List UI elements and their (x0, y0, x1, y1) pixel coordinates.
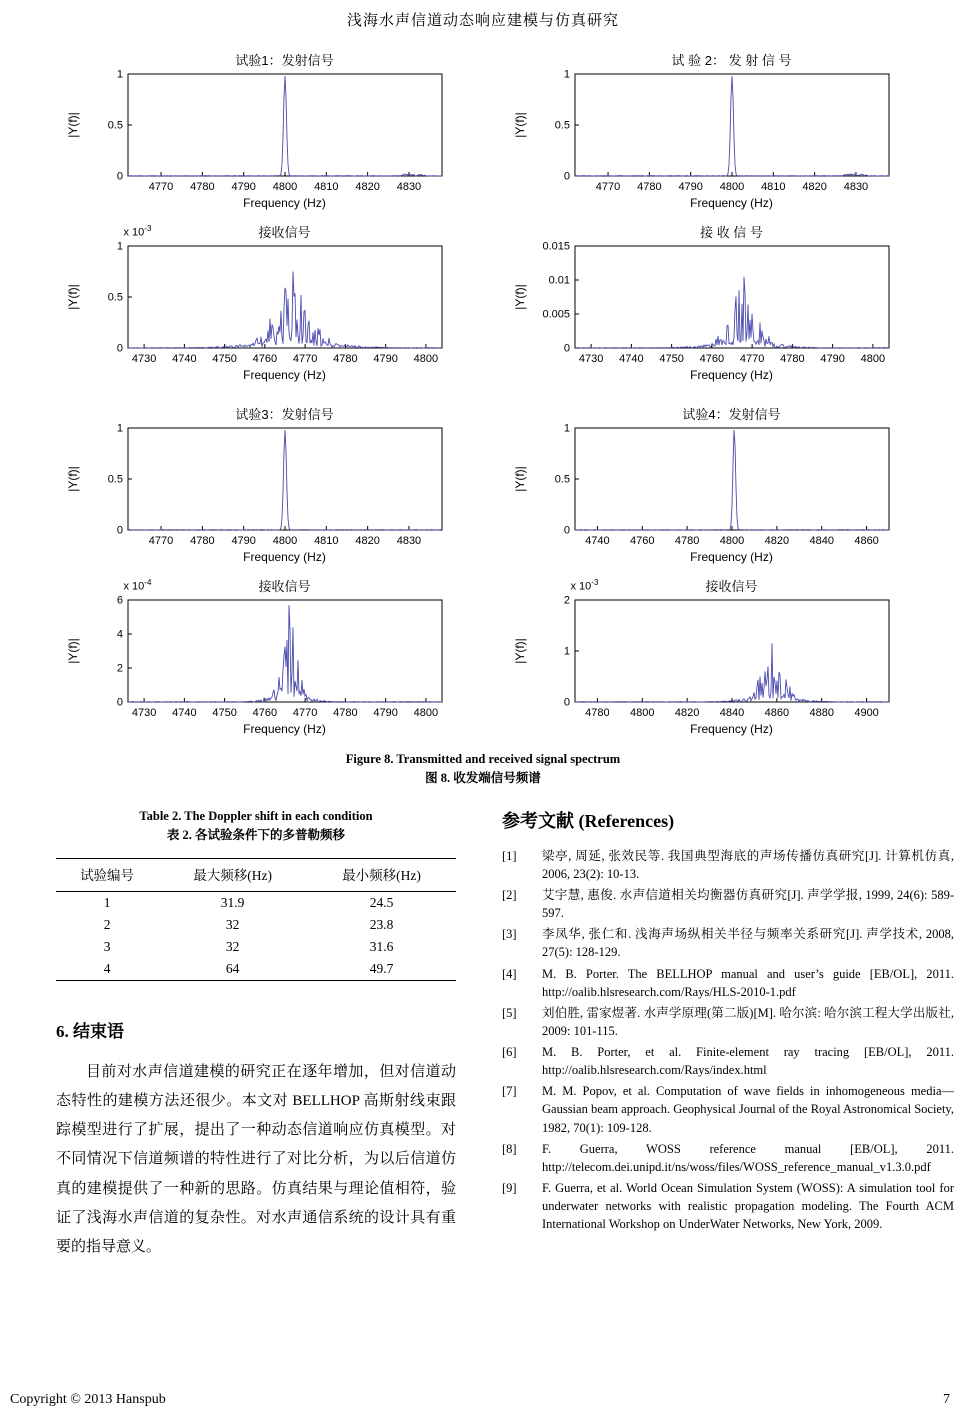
reference-text: M. M. Popov, et al. Computation of wave fields in inhomogeneous media—Gaussian beam approach. Geophysical Journal of the Royal Astronomical Society, 1982, 70(1): 109-128. (542, 1084, 954, 1135)
references-heading: 参考文献 (References) (502, 810, 675, 831)
y-axis-exponent-label: x $10^{-3}$ (123, 224, 152, 239)
chart-exp2-received (513, 222, 901, 382)
svg-text:4740: 4740 (171, 707, 197, 719)
reference-item (502, 1179, 954, 1233)
x-axis-label: Frequency (Hz) (243, 196, 326, 210)
reference-item (502, 847, 954, 883)
table-cell: 2 (103, 916, 111, 932)
experiment-4-pair (503, 404, 910, 736)
svg-text:4820: 4820 (354, 181, 380, 193)
svg-text:4780: 4780 (584, 707, 610, 719)
table-row (56, 914, 456, 936)
reference-text: F. Guerra, et al. World Ocean Simulation System (WOSS): A simulation tool for underwater networks with realistic propagation modeling. The Fourth ACM International Workshop on UnderWater Networks, New York, 2009. (542, 1180, 954, 1232)
table-cell: 1 (103, 894, 111, 910)
reference-item (502, 1140, 954, 1176)
table-cell: 64 (225, 960, 240, 976)
table-row (56, 958, 456, 981)
x-axis-label: Frequency (Hz) (690, 368, 773, 382)
svg-text:1: 1 (563, 645, 570, 658)
svg-text:4780: 4780 (636, 181, 662, 193)
svg-text:|Y(f)|: |Y(f)| (512, 638, 527, 664)
svg-text:4790: 4790 (372, 707, 398, 719)
svg-text:0.5: 0.5 (107, 291, 123, 304)
reference-text: 李凤华, 张仁和. 浅海声场纵相关半径与频率关系研究[J]. 声学技术, 2008, 27(5): 128-129. (542, 927, 954, 960)
svg-text:|Y(f)|: |Y(f)| (65, 284, 80, 310)
table-cell: 4 (103, 960, 111, 976)
svg-text:0: 0 (116, 524, 123, 537)
svg-text:|Y(f)|: |Y(f)| (512, 112, 527, 138)
svg-text:4760: 4760 (629, 535, 655, 547)
svg-text:4800: 4800 (719, 181, 744, 193)
references-list (502, 847, 954, 1234)
svg-text:4790: 4790 (230, 535, 256, 547)
svg-text:4840: 4840 (808, 535, 834, 547)
svg-text:4840: 4840 (719, 707, 744, 719)
reference-number: [3] (502, 927, 517, 942)
chart-title: 接 收 信 号 (700, 225, 763, 240)
page-header-title: 浅海水声信道动态响应建模与仿真研究 (346, 13, 619, 29)
svg-text:1: 1 (116, 422, 123, 435)
chart-title: 试验4：发射信号 (682, 407, 781, 422)
svg-text:4740: 4740 (584, 535, 610, 547)
svg-text:4790: 4790 (372, 353, 398, 365)
table-cell: 3 (103, 938, 111, 954)
table-row (56, 936, 456, 958)
svg-text:4830: 4830 (843, 181, 868, 193)
chart-title: 试验3：发射信号 (235, 407, 334, 422)
figure-caption (0, 750, 966, 789)
svg-text:4800: 4800 (860, 353, 885, 365)
svg-text:4790: 4790 (230, 181, 256, 193)
svg-text:4770: 4770 (739, 353, 764, 365)
experiment-3-pair (56, 404, 463, 736)
svg-text:0: 0 (116, 170, 123, 183)
svg-text:4800: 4800 (413, 707, 438, 719)
reference-item (502, 1043, 954, 1079)
svg-text:4820: 4820 (764, 535, 789, 547)
spectrum-plot (66, 240, 454, 370)
svg-text:4800: 4800 (272, 535, 297, 547)
svg-text:0.5: 0.5 (107, 473, 123, 486)
reference-item (502, 925, 954, 961)
x-axis-label: Frequency (Hz) (690, 722, 773, 736)
reference-text: M. B. Porter, et al. Finite-element ray tracing [EB/OL], 2011. http://oalib.hlsresearch.com/Rays/index.html (542, 1045, 954, 1078)
svg-text:0.5: 0.5 (554, 119, 570, 132)
table-row (56, 891, 456, 914)
svg-text:4900: 4900 (853, 707, 879, 719)
svg-text:4730: 4730 (131, 353, 156, 365)
svg-text:1: 1 (563, 68, 570, 81)
svg-text:|Y(f)|: |Y(f)| (65, 466, 80, 492)
x-axis-label: Frequency (Hz) (690, 196, 773, 210)
footer-copyright: Copyright © 2013 Hanspub (10, 1392, 166, 1407)
page-footer (0, 1392, 966, 1408)
table-cell: 32 (225, 916, 240, 932)
svg-text:4810: 4810 (313, 181, 339, 193)
svg-text:4800: 4800 (272, 181, 297, 193)
svg-text:4770: 4770 (292, 353, 317, 365)
svg-text:4830: 4830 (396, 181, 421, 193)
svg-text:0: 0 (563, 342, 570, 355)
chart-title: 试 验 2： 发 射 信 号 (671, 53, 792, 68)
svg-text:4810: 4810 (760, 181, 786, 193)
x-axis-label: Frequency (Hz) (243, 722, 326, 736)
chart-exp1-transmitted (66, 50, 454, 210)
svg-text:4880: 4880 (808, 707, 834, 719)
chart-exp2-transmitted (513, 50, 901, 210)
svg-text:4800: 4800 (413, 353, 438, 365)
svg-text:4780: 4780 (779, 353, 805, 365)
table-caption-en: Table 2. The Doppler shift in each condition (139, 808, 373, 823)
svg-text:4750: 4750 (211, 353, 237, 365)
svg-text:0: 0 (563, 524, 570, 537)
chart-title: 接收信号 (258, 579, 311, 594)
reference-number: [7] (502, 1084, 517, 1099)
chart-exp4-transmitted (513, 404, 901, 564)
svg-text:|Y(f)|: |Y(f)| (512, 466, 527, 492)
doppler-table-body (56, 891, 456, 980)
table-cell: 24.5 (369, 894, 394, 910)
svg-text:0: 0 (563, 170, 570, 183)
svg-text:0.5: 0.5 (554, 473, 570, 486)
reference-text: M. B. Porter. The BELLHOP manual and user’s guide [EB/OL], 2011. http://oalib.hlsresearch.com/Rays/HLS-2010-1.pdf (542, 966, 954, 999)
svg-text:4790: 4790 (677, 181, 703, 193)
reference-number: [8] (502, 1141, 517, 1156)
chart-exp1-received (66, 222, 454, 382)
svg-text:4810: 4810 (313, 535, 339, 547)
footer-page-number: 7 (943, 1392, 950, 1407)
reference-number: [9] (502, 1180, 517, 1195)
svg-text:0.015: 0.015 (541, 240, 570, 253)
svg-text:4770: 4770 (148, 181, 173, 193)
x-axis-label: Frequency (Hz) (690, 550, 773, 564)
column-header-min-shift: 最小频移(Hz) (307, 858, 456, 891)
table-caption-zh: 表 2. 各试验条件下的多普勒频移 (166, 828, 346, 843)
reference-text: 艾宇慧, 惠俊. 水声信道相关均衡器仿真研究[J]. 声学学报, 1999, 24(6): 589-597. (542, 888, 954, 921)
svg-text:0.01: 0.01 (548, 274, 570, 287)
svg-text:4830: 4830 (396, 535, 421, 547)
svg-text:0: 0 (116, 342, 123, 355)
svg-text:0.005: 0.005 (541, 308, 570, 321)
svg-text:0: 0 (563, 696, 570, 709)
reference-item (502, 886, 954, 922)
table-cell: 49.7 (369, 960, 394, 976)
chart-title: 试验1：发射信号 (235, 53, 334, 68)
svg-text:4770: 4770 (595, 181, 620, 193)
svg-text:4790: 4790 (819, 353, 845, 365)
svg-text:4820: 4820 (674, 707, 699, 719)
reference-number: [2] (502, 888, 517, 902)
right-column (502, 807, 954, 1263)
svg-text:4740: 4740 (171, 353, 197, 365)
svg-text:4760: 4760 (252, 353, 277, 365)
svg-text:4860: 4860 (853, 535, 879, 547)
svg-text:2: 2 (563, 594, 570, 607)
column-header-experiment: 试验编号 (56, 858, 158, 891)
table-cell: 32 (225, 938, 240, 954)
svg-text:4760: 4760 (252, 707, 277, 719)
reference-text: 刘伯胜, 雷家煜著. 水声学原理(第二版)[M]. 哈尔滨: 哈尔滨工程大学出版社, 2009: 101-115. (542, 1005, 954, 1038)
conclusion-paragraph: 目前对水声信道建模的研究正在逐年增加，但对信道动态特性的建模方法还很少。本文对 BELLHOP 高斯射线束跟踪模型进行了扩展，提出了一种动态信道响应仿真模型。对不同情况下信道频谱的特性进行了对比分析，为以后信道仿真的建模提供了一种新的思路。仿真结果与理论值相符，验证了浅海水声信道的复杂性。对水声通信系统的设计具有重要的指导意义。 (56, 1063, 456, 1255)
svg-text:|Y(f)|: |Y(f)| (512, 284, 527, 310)
table-cell: 31.6 (369, 938, 394, 954)
table-header-row (56, 858, 456, 891)
svg-text:4860: 4860 (764, 707, 789, 719)
svg-text:4820: 4820 (801, 181, 827, 193)
figure-8-plots (0, 50, 966, 736)
x-axis-label: Frequency (Hz) (243, 368, 326, 382)
y-axis-exponent-label: x $10^{-3}$ (570, 578, 599, 593)
y-axis-exponent-label: x $10^{-4}$ (123, 578, 152, 593)
reference-text: F. Guerra, WOSS reference manual [EB/OL], 2011. http://telecom.dei.unipd.it/ns/woss/files/WOSS_reference_manual_v1.3.0.pdf (542, 1141, 954, 1174)
svg-text:1: 1 (116, 68, 123, 81)
reference-number: [5] (502, 1005, 517, 1020)
svg-text:0.5: 0.5 (107, 119, 123, 132)
chart-title: 接收信号 (705, 579, 758, 594)
x-axis-label: Frequency (Hz) (243, 550, 326, 564)
svg-text:6: 6 (116, 594, 123, 607)
chart-exp3-transmitted (66, 404, 454, 564)
spectrum-plot (513, 240, 901, 370)
two-column-body (0, 807, 966, 1263)
reference-item (502, 1082, 954, 1136)
figure-caption-zh: 图 8. 收发端信号频谱 (425, 771, 541, 786)
svg-text:4780: 4780 (332, 707, 358, 719)
svg-text:0: 0 (116, 696, 123, 709)
reference-number: [6] (502, 1045, 517, 1059)
reference-item (502, 1004, 954, 1040)
svg-text:1: 1 (116, 240, 123, 253)
reference-item (502, 965, 954, 1001)
experiment-1-pair (56, 50, 463, 382)
spectrum-plot (513, 68, 901, 198)
svg-text:1: 1 (563, 422, 570, 435)
svg-text:4780: 4780 (189, 535, 215, 547)
svg-text:4750: 4750 (211, 707, 237, 719)
svg-text:4730: 4730 (578, 353, 603, 365)
reference-text: 梁亭, 周延, 张效民等. 我国典型海底的声场传播仿真研究[J]. 计算机仿真, 2006, 23(2): 10-13. (542, 848, 954, 881)
svg-text:4780: 4780 (674, 535, 699, 547)
chart-exp4-received (513, 576, 901, 736)
svg-text:4770: 4770 (292, 707, 317, 719)
svg-text:2: 2 (116, 662, 123, 675)
column-header-max-shift: 最大频移(Hz) (158, 858, 307, 891)
svg-text:4750: 4750 (658, 353, 684, 365)
svg-text:4760: 4760 (699, 353, 724, 365)
experiment-2-pair (503, 50, 910, 382)
svg-text:4780: 4780 (189, 181, 215, 193)
left-column (56, 807, 456, 1263)
svg-text:4780: 4780 (332, 353, 358, 365)
spectrum-plot (66, 68, 454, 198)
svg-text:4800: 4800 (629, 707, 655, 719)
reference-number: [4] (502, 966, 517, 981)
figure-caption-en: Figure 8. Transmitted and received signal spectrum (345, 752, 621, 766)
chart-title: 接收信号 (258, 225, 311, 240)
svg-text:|Y(f)|: |Y(f)| (65, 638, 80, 664)
svg-text:4: 4 (116, 628, 123, 641)
table-caption (56, 807, 456, 846)
svg-text:4820: 4820 (354, 535, 380, 547)
chart-exp3-received (66, 576, 454, 736)
conclusion-heading: 6. 结束语 (56, 1021, 124, 1041)
table-cell: 31.9 (220, 894, 245, 910)
svg-text:4770: 4770 (148, 535, 173, 547)
table-cell: 23.8 (369, 916, 394, 932)
spectrum-plot (513, 422, 901, 552)
reference-number: [1] (502, 848, 517, 863)
spectrum-plot (513, 594, 901, 724)
svg-text:|Y(f)|: |Y(f)| (65, 112, 80, 138)
doppler-table (56, 858, 456, 981)
spectrum-plot (66, 422, 454, 552)
spectrum-plot (66, 594, 454, 724)
svg-text:4730: 4730 (131, 707, 156, 719)
svg-text:4800: 4800 (719, 535, 744, 547)
svg-text:4740: 4740 (618, 353, 644, 365)
